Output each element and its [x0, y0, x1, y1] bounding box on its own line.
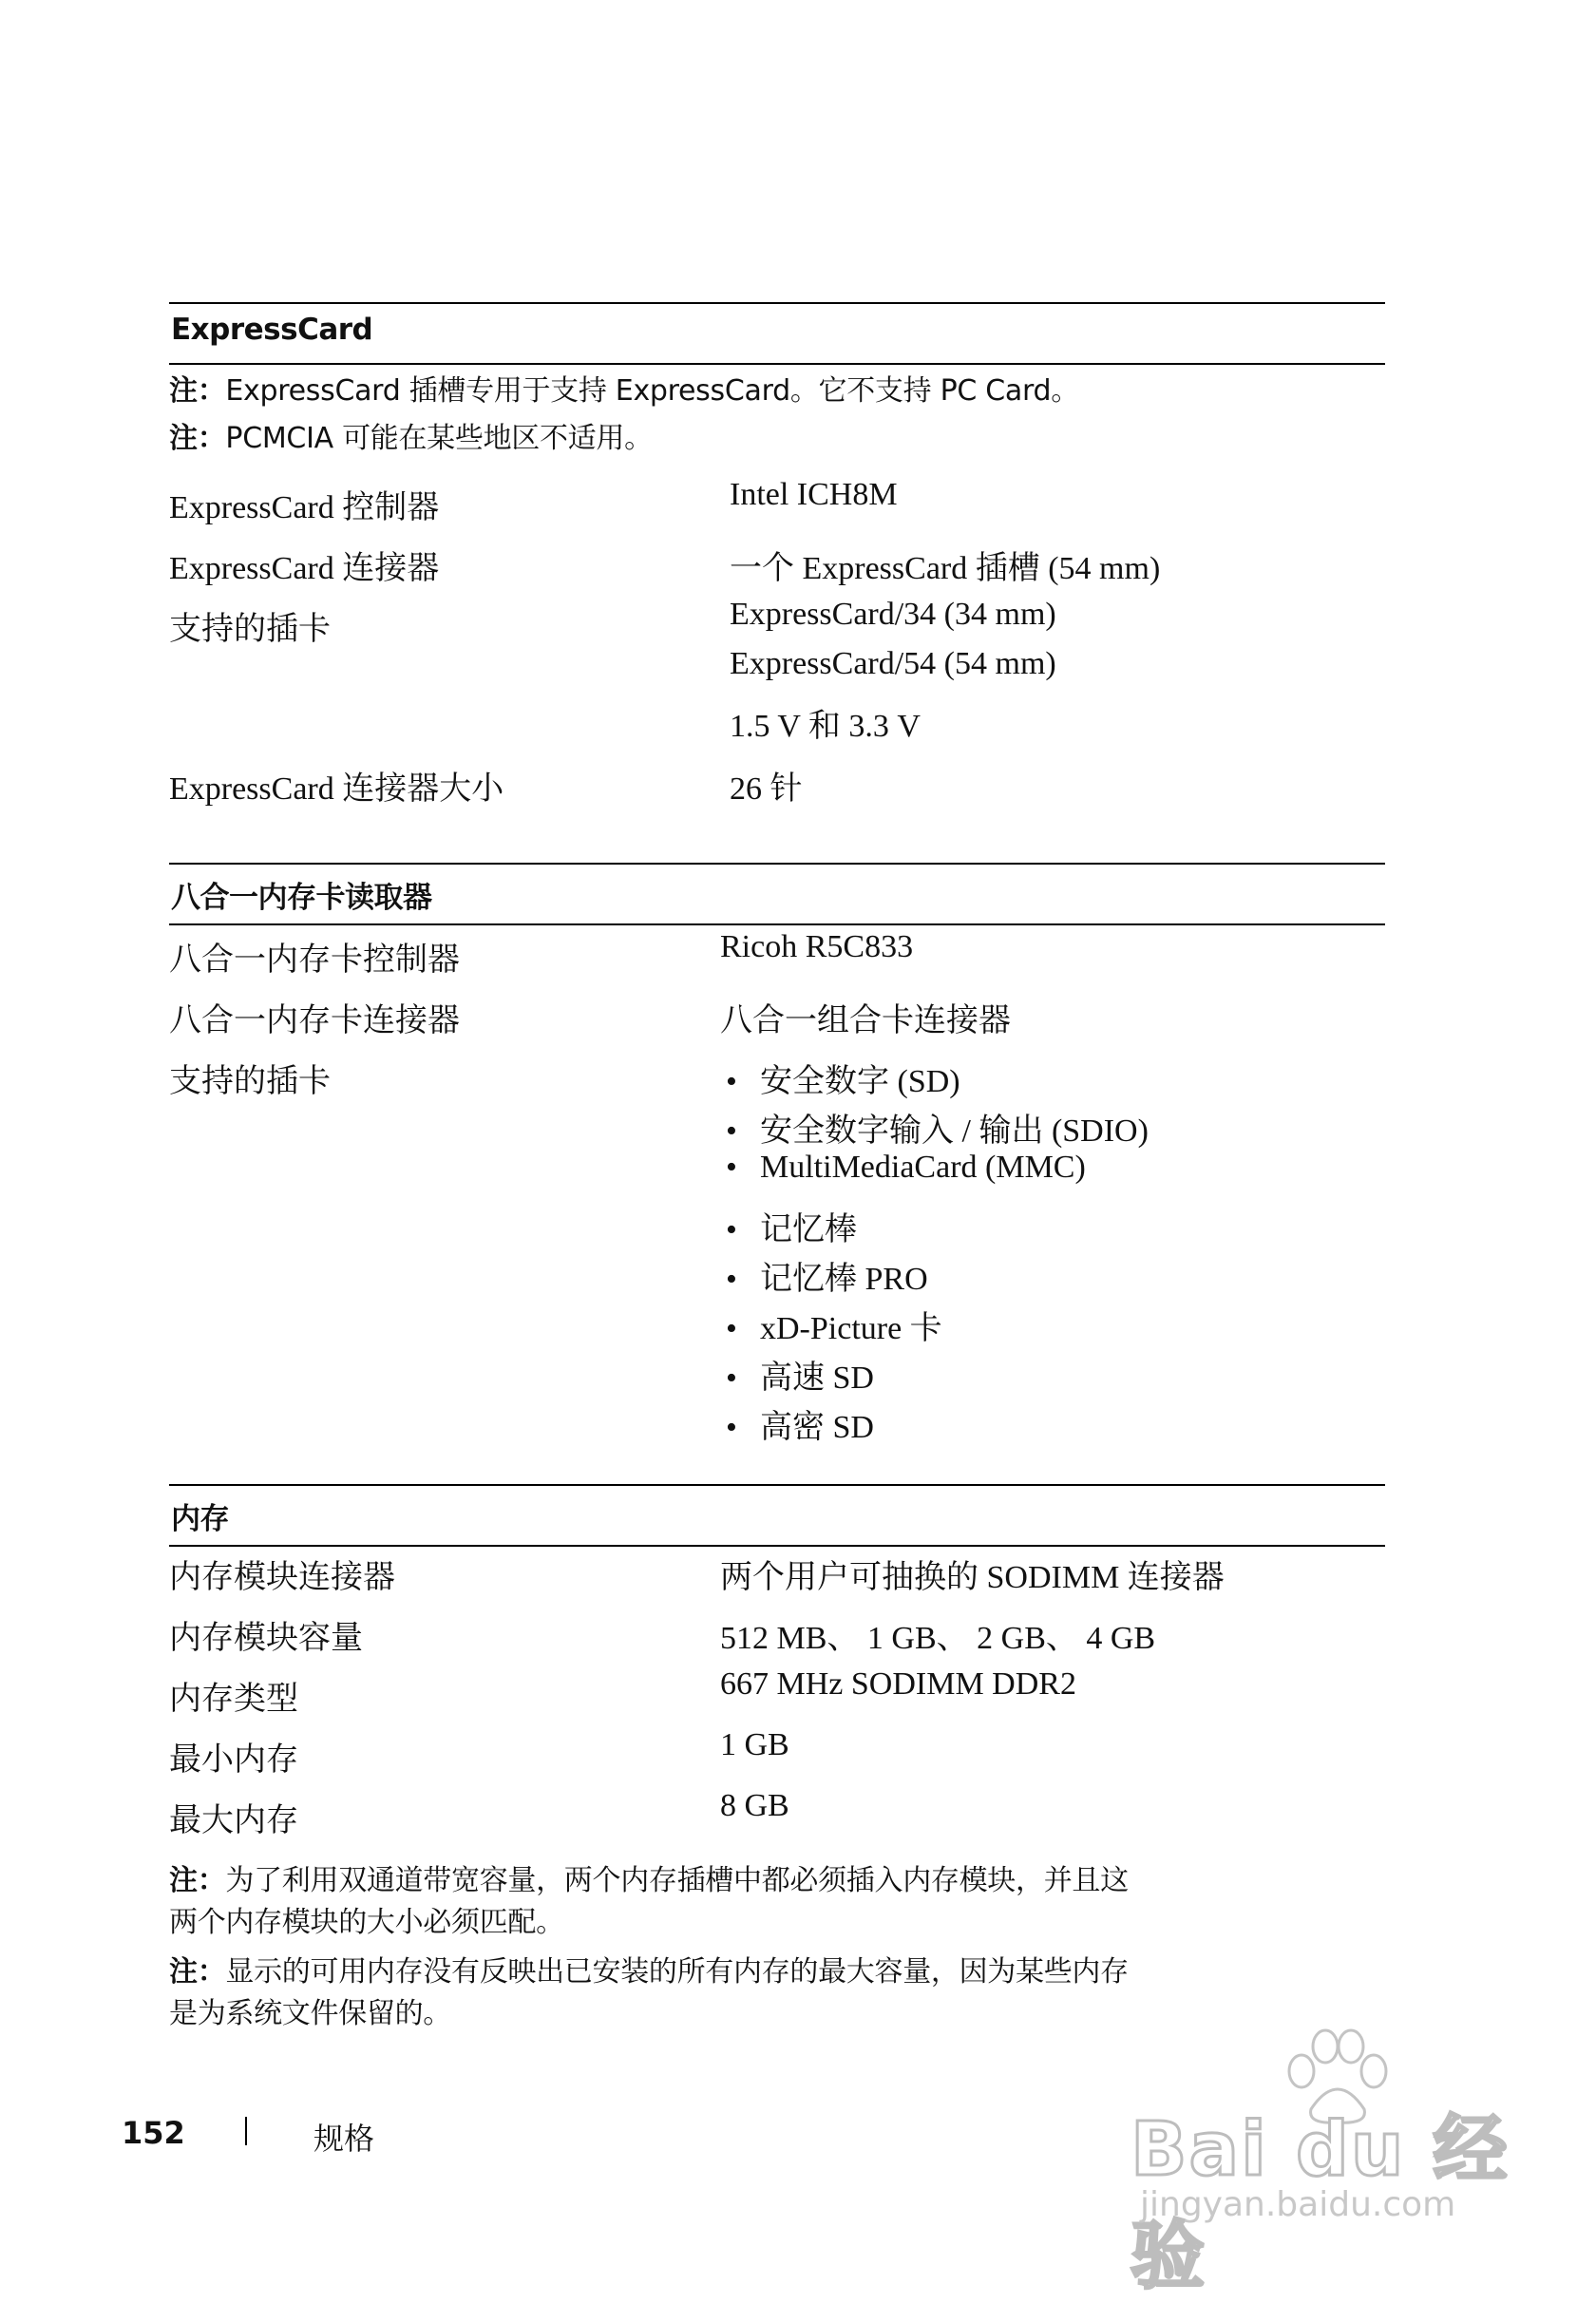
spec-value: 两个用户可抽换的 SODIMM 连接器 [720, 1560, 1225, 1595]
note-prefix: 注： [169, 1864, 226, 1897]
spec-label: 最小内存 [169, 1742, 298, 1778]
note-prefix: 注： [169, 1955, 226, 1989]
memory-note-2 [169, 1951, 1129, 2035]
footer-section-title: 规格 [314, 2121, 375, 2157]
spec-label: ExpressCard 连接器 [169, 551, 440, 586]
spec-value: 512 MB、 1 GB、 2 GB、 4 GB [720, 1621, 1156, 1656]
memory-title: 内存 [171, 1502, 229, 1536]
spec-value: 八合一组合卡连接器 [720, 1003, 1011, 1038]
spec-label: 内存模块连接器 [169, 1560, 395, 1595]
footer-divider [245, 2117, 247, 2145]
list-item: • 记忆棒 PRO [726, 1262, 928, 1297]
note-text: ExpressCard 插槽专用于支持 ExpressCard。它不支持 PC Card。 [225, 374, 1079, 408]
spec-label: ExpressCard 连接器大小 [169, 771, 504, 807]
spec-value: Ricoh R5C833 [720, 929, 914, 964]
list-item: • 安全数字输入 / 输出 (SDIO) [726, 1113, 1149, 1149]
note-text: 显示的可用内存没有反映出已安装的所有内存的最大容量，因为某些内存 [225, 1955, 1129, 1989]
memory-section [169, 1484, 1385, 2054]
list-item: • 安全数字 (SD) [726, 1064, 960, 1099]
spec-label: 内存类型 [169, 1682, 298, 1717]
list-item: • MultiMediaCard (MMC) [726, 1150, 1086, 1185]
note-text: PCMCIA 可能在某些地区不适用。 [225, 422, 653, 455]
list-item: • 记忆棒 [726, 1212, 857, 1247]
card-reader-section [169, 863, 1385, 1471]
spec-label: 支持的插卡 [169, 1064, 331, 1099]
spec-value: Intel ICH8M [730, 477, 898, 512]
card-reader-header [169, 863, 1385, 925]
spec-value: 1.5 V 和 3.3 V [730, 709, 921, 744]
list-item-text: 安全数字 (SD) [760, 1064, 960, 1099]
spec-label: ExpressCard 控制器 [169, 490, 440, 525]
list-item-text: MultiMediaCard (MMC) [760, 1150, 1086, 1185]
list-item: • 高密 SD [726, 1410, 874, 1445]
list-item-text: 记忆棒 [760, 1212, 857, 1247]
expresscard-section [169, 302, 1385, 834]
spec-label: 八合一内存卡连接器 [169, 1003, 460, 1038]
spec-label: 八合一内存卡控制器 [169, 942, 460, 978]
list-item: • 高速 SD [726, 1361, 874, 1396]
spec-value: 一个 ExpressCard 插槽 (54 mm) [730, 551, 1161, 586]
list-item-text: 高密 SD [760, 1410, 874, 1445]
memory-note-1 [169, 1860, 1129, 1944]
watermark-url: jingyan.baidu.com [1140, 2185, 1456, 2224]
watermark-brand: Bai du 经验 [1130, 2107, 1510, 2299]
card-reader-title: 八合一内存卡读取器 [171, 881, 432, 915]
spec-value: ExpressCard/34 (34 mm) [730, 597, 1056, 632]
list-item: • xD-Picture 卡 [726, 1311, 942, 1346]
list-item-text: 安全数字输入 / 输出 (SDIO) [760, 1113, 1149, 1149]
expresscard-header [169, 302, 1385, 365]
spec-label: 支持的插卡 [169, 612, 331, 647]
spec-value: 8 GB [720, 1788, 789, 1823]
baidu-watermark [1130, 2024, 1510, 2299]
memory-header [169, 1484, 1385, 1547]
note-text: 是为系统文件保留的。 [169, 1997, 451, 2030]
page-number: 152 [122, 2115, 185, 2151]
note-prefix: 注： [169, 422, 226, 455]
spec-value: ExpressCard/54 (54 mm) [730, 646, 1056, 681]
expresscard-note-2 [169, 418, 653, 460]
note-text: 两个内存模块的大小必须匹配。 [169, 1906, 564, 1939]
list-item-text: 高速 SD [760, 1361, 874, 1396]
note-prefix: 注： [169, 374, 226, 408]
spec-value: 26 针 [730, 771, 803, 807]
list-item-text: xD-Picture 卡 [760, 1311, 942, 1346]
expresscard-title: ExpressCard [171, 313, 373, 347]
note-text: 为了利用双通道带宽容量，两个内存插槽中都必须插入内存模块，并且这 [225, 1864, 1129, 1897]
spec-label: 内存模块容量 [169, 1621, 363, 1656]
expresscard-note-1 [169, 371, 1079, 412]
spec-value: 1 GB [720, 1727, 789, 1762]
spec-value: 667 MHz SODIMM DDR2 [720, 1666, 1076, 1702]
spec-label: 最大内存 [169, 1803, 298, 1838]
list-item-text: 记忆棒 PRO [760, 1262, 928, 1297]
